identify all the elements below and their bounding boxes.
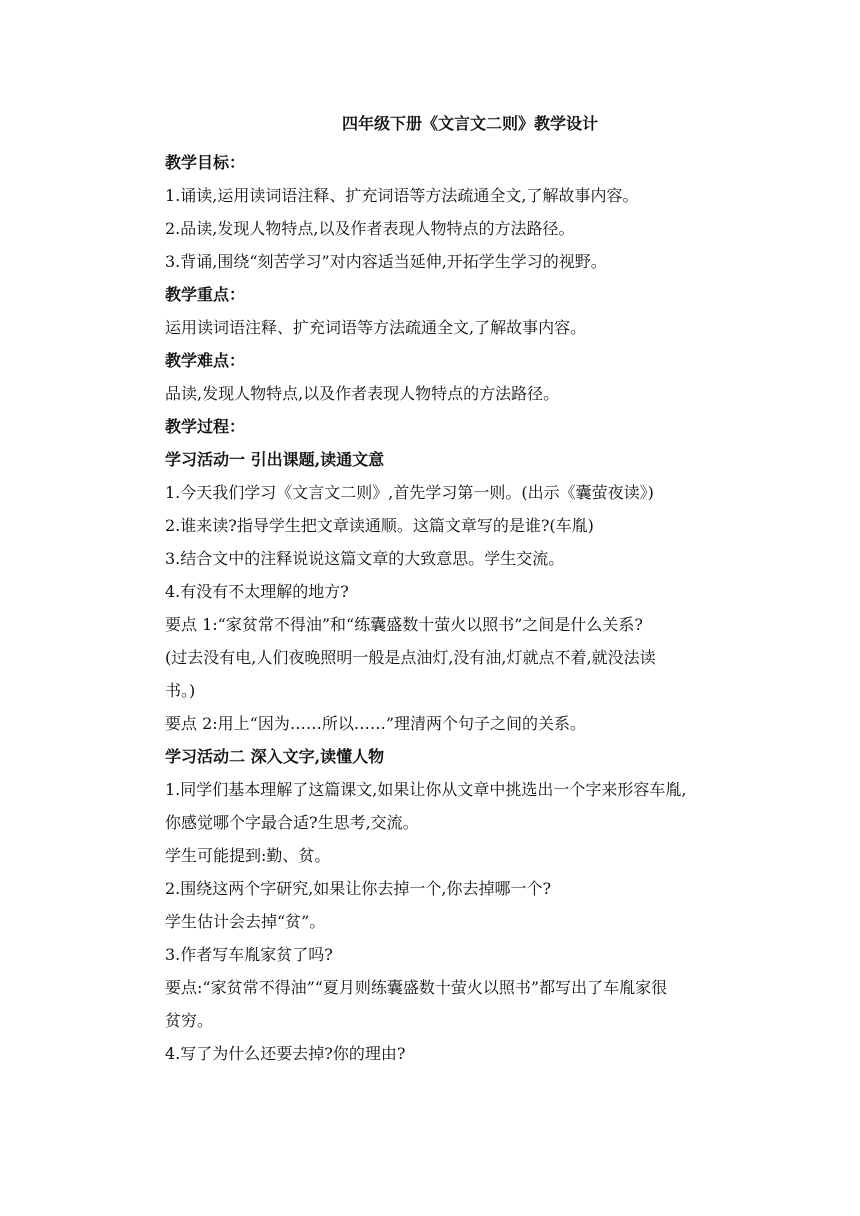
activity1-line: 要点 2:用上“因为……所以……”理清两个句子之间的关系。 bbox=[165, 714, 587, 733]
goals-heading: 教学目标： bbox=[165, 153, 246, 172]
goal-item: 3.背诵,围绕“刻苦学习”对内容适当延伸,开拓学生学习的视野。 bbox=[165, 252, 607, 271]
activity2-line: 学生可能提到:勤、贫。 bbox=[165, 846, 331, 865]
activity2-line: 你感觉哪个字最合适?生思考,交流。 bbox=[165, 813, 419, 832]
difficult-heading: 教学难点： bbox=[165, 351, 246, 370]
activity1-line: 1.今天我们学习《文言文二则》,首先学习第一则。(出示《囊萤夜读》) bbox=[165, 483, 654, 502]
activity2-heading: 学习活动二 深入文字,读懂人物 bbox=[165, 747, 385, 766]
goal-item: 1.诵读,运用读词语注释、扩充词语等方法疏通全文,了解故事内容。 bbox=[165, 186, 639, 205]
activity2-line: 贫穷。 bbox=[165, 1011, 214, 1030]
activity1-line: 2.谁来读?指导学生把文章读通顺。这篇文章写的是谁?(车胤) bbox=[165, 516, 594, 535]
key-text: 运用读词语注释、扩充词语等方法疏通全文,了解故事内容。 bbox=[165, 318, 587, 337]
document-page bbox=[165, 110, 740, 1070]
difficult-text: 品读,发现人物特点,以及作者表现人物特点的方法路径。 bbox=[165, 384, 560, 403]
key-heading: 教学重点： bbox=[165, 285, 246, 304]
activity2-line: 3.作者写车胤家贫了吗? bbox=[165, 945, 333, 964]
process-heading: 教学过程： bbox=[165, 417, 246, 436]
document-title: 四年级下册《文言文二则》教学设计 bbox=[341, 114, 598, 133]
activity1-line: 要点 1:“家贫常不得油”和“练囊盛数十萤火以照书”之间是什么关系? bbox=[165, 615, 643, 634]
activity2-line: 学生估计会去掉“贫”。 bbox=[165, 912, 326, 931]
activity2-line: 2.围绕这两个字研究,如果让你去掉一个,你去掉哪一个? bbox=[165, 879, 552, 898]
activity1-line: 书。) bbox=[165, 681, 196, 700]
activity1-line: 3.结合文中的注释说说这篇文章的大致意思。学生交流。 bbox=[165, 549, 565, 568]
activity2-line: 要点:“家贫常不得油”“夏月则练囊盛数十萤火以照书”都写出了车胤家很 bbox=[165, 978, 668, 997]
activity1-line: 4.有没有不太理解的地方? bbox=[165, 582, 349, 601]
activity2-line: 1.同学们基本理解了这篇课文,如果让你从文章中挑选出一个字来形容车胤, bbox=[165, 780, 687, 799]
activity1-line: (过去没有电,人们夜晚照明一般是点油灯,没有油,灯就点不着,就没法读 bbox=[165, 648, 656, 667]
goal-item: 2.品读,发现人物特点,以及作者表现人物特点的方法路径。 bbox=[165, 219, 575, 238]
activity1-heading: 学习活动一 引出课题,读通文意 bbox=[165, 450, 385, 469]
activity2-line: 4.写了为什么还要去掉?你的理由? bbox=[165, 1044, 406, 1063]
